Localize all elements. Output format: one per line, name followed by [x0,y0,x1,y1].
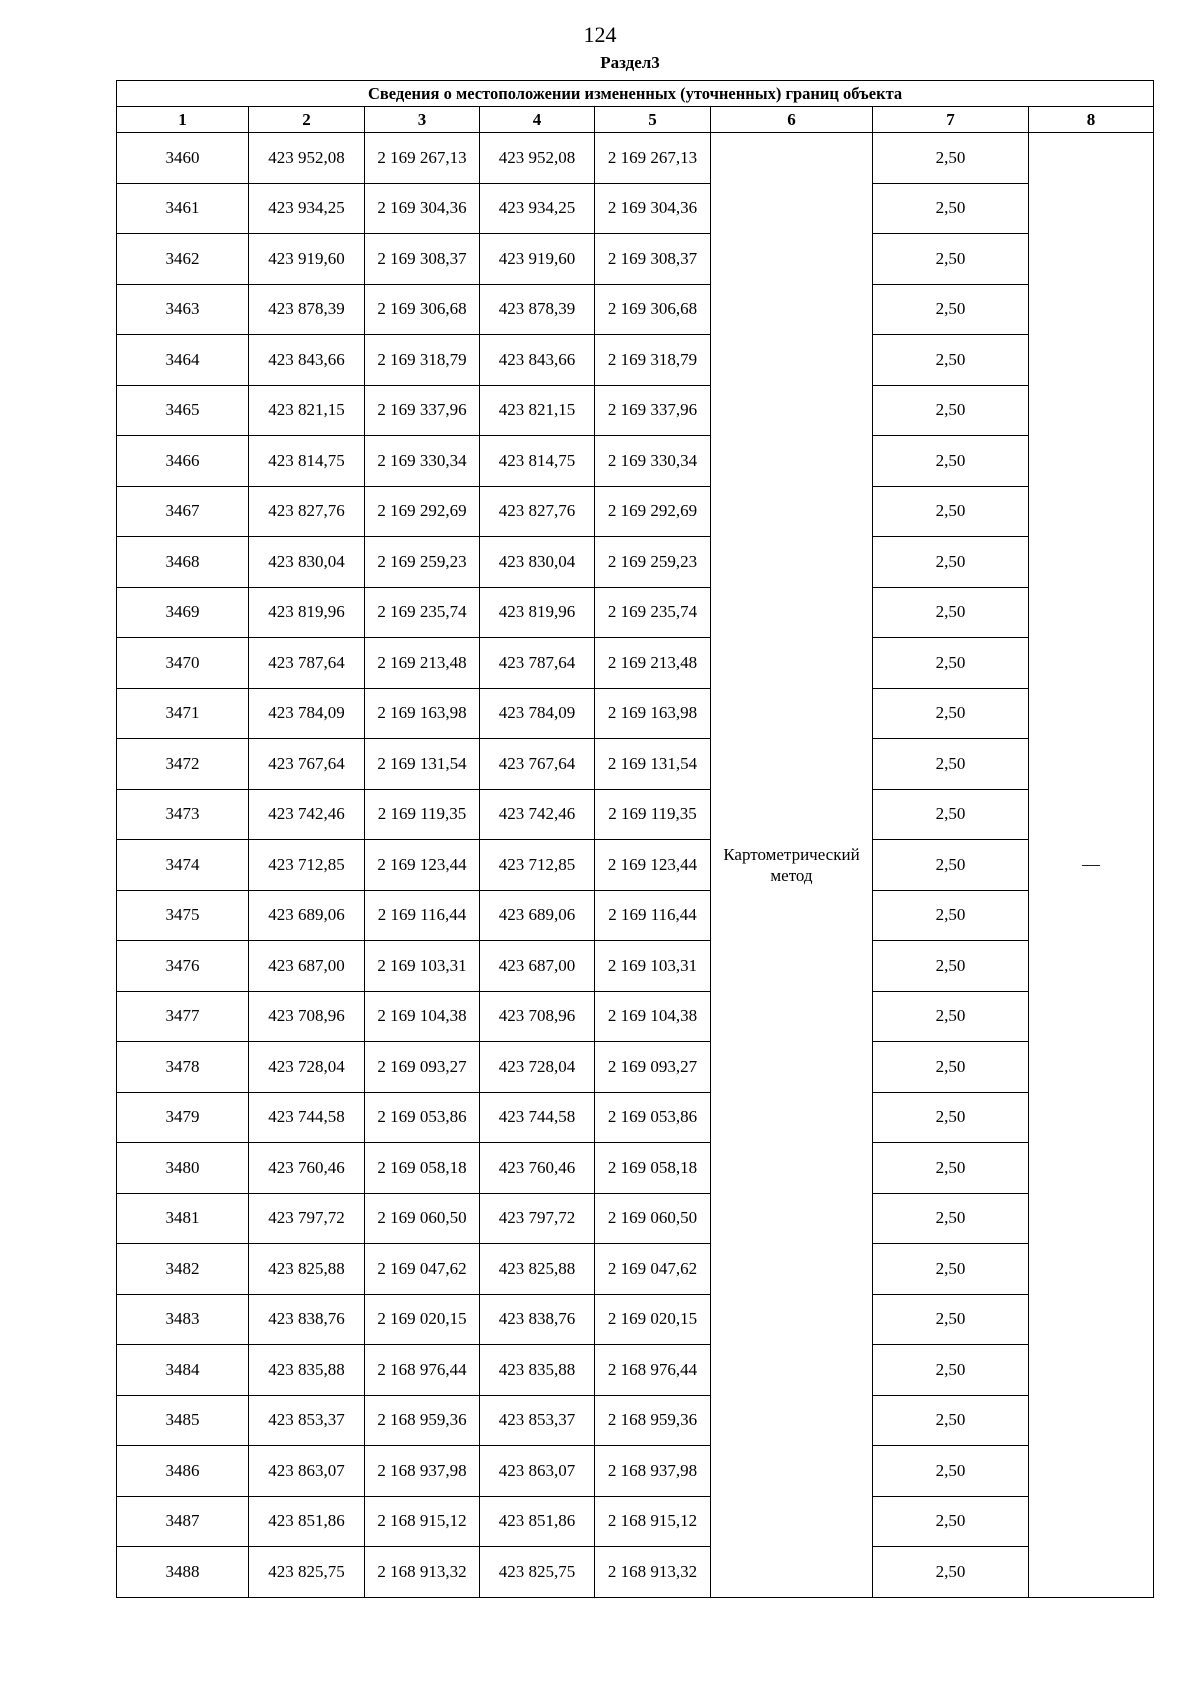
cell-x-new: 423 744,58 [480,1092,595,1143]
cell-y-old: 2 169 053,86 [365,1092,480,1143]
column-number-3: 3 [365,107,480,133]
cell-point: 3484 [117,1345,249,1396]
cell-x-old: 423 708,96 [249,991,365,1042]
table-row [117,688,1154,739]
cell-x-old: 423 742,46 [249,789,365,840]
cell-x-new: 423 835,88 [480,1345,595,1396]
cell-point: 3475 [117,890,249,941]
cell-y-new: 2 169 337,96 [595,385,711,436]
cell-y-old: 2 169 267,13 [365,133,480,184]
cell-accuracy: 2,50 [873,1092,1029,1143]
cell-accuracy: 2,50 [873,688,1029,739]
cell-point: 3486 [117,1446,249,1497]
cell-y-old: 2 169 104,38 [365,991,480,1042]
cell-y-old: 2 169 318,79 [365,335,480,386]
cell-point: 3477 [117,991,249,1042]
cell-accuracy: 2,50 [873,1294,1029,1345]
cell-y-new: 2 168 976,44 [595,1345,711,1396]
cell-y-new: 2 169 235,74 [595,587,711,638]
cell-x-new: 423 819,96 [480,587,595,638]
cell-y-old: 2 169 259,23 [365,537,480,588]
cell-x-new: 423 838,76 [480,1294,595,1345]
table-row [117,436,1154,487]
cell-accuracy: 2,50 [873,1244,1029,1295]
table-row [117,1496,1154,1547]
table-row [117,234,1154,285]
table-row [117,1547,1154,1598]
table-row [117,385,1154,436]
cell-accuracy: 2,50 [873,234,1029,285]
cell-accuracy: 2,50 [873,284,1029,335]
cell-accuracy: 2,50 [873,941,1029,992]
page-number: 124 [583,22,617,47]
cell-accuracy: 2,50 [873,1395,1029,1446]
cell-y-new: 2 169 060,50 [595,1193,711,1244]
table-row [117,587,1154,638]
cell-x-old: 423 878,39 [249,284,365,335]
cell-x-new: 423 728,04 [480,1042,595,1093]
table-row [117,840,1154,891]
cell-y-old: 2 169 330,34 [365,436,480,487]
cell-accuracy: 2,50 [873,1143,1029,1194]
cell-x-old: 423 825,88 [249,1244,365,1295]
cell-point: 3479 [117,1092,249,1143]
column-number-6: 6 [711,107,873,133]
cell-x-new: 423 767,64 [480,739,595,790]
cell-x-old: 423 919,60 [249,234,365,285]
column-number-1: 1 [117,107,249,133]
cell-x-old: 423 787,64 [249,638,365,689]
table-row [117,1244,1154,1295]
table-row [117,991,1154,1042]
cell-x-new: 423 787,64 [480,638,595,689]
cell-point: 3487 [117,1496,249,1547]
cell-x-old: 423 843,66 [249,335,365,386]
cell-point: 3483 [117,1294,249,1345]
table-row [117,739,1154,790]
cell-accuracy: 2,50 [873,587,1029,638]
cell-x-old: 423 712,85 [249,840,365,891]
cell-y-old: 2 169 116,44 [365,890,480,941]
cell-x-new: 423 784,09 [480,688,595,739]
cell-point: 3463 [117,284,249,335]
table-row [117,1294,1154,1345]
cell-point: 3460 [117,133,249,184]
cell-point: 3478 [117,1042,249,1093]
cell-y-new: 2 169 163,98 [595,688,711,739]
cell-y-new: 2 169 259,23 [595,537,711,588]
cell-y-new: 2 168 913,32 [595,1547,711,1598]
cell-x-old: 423 819,96 [249,587,365,638]
cell-x-old: 423 853,37 [249,1395,365,1446]
cell-x-new: 423 689,06 [480,890,595,941]
cell-y-old: 2 169 337,96 [365,385,480,436]
table-row [117,890,1154,941]
cell-point: 3472 [117,739,249,790]
cell-x-old: 423 744,58 [249,1092,365,1143]
cell-x-new: 423 797,72 [480,1193,595,1244]
cell-y-new: 2 169 304,36 [595,183,711,234]
cell-y-old: 2 168 976,44 [365,1345,480,1396]
cell-point: 3465 [117,385,249,436]
cell-point: 3471 [117,688,249,739]
table-row [117,537,1154,588]
cell-point: 3485 [117,1395,249,1446]
cell-point: 3473 [117,789,249,840]
cell-x-new: 423 843,66 [480,335,595,386]
cell-y-old: 2 169 058,18 [365,1143,480,1194]
cell-point: 3466 [117,436,249,487]
cell-x-old: 423 767,64 [249,739,365,790]
cell-x-new: 423 712,85 [480,840,595,891]
cell-x-new: 423 760,46 [480,1143,595,1194]
cell-point: 3482 [117,1244,249,1295]
cell-accuracy: 2,50 [873,840,1029,891]
cell-y-old: 2 169 304,36 [365,183,480,234]
cell-point: 3488 [117,1547,249,1598]
cell-x-old: 423 830,04 [249,537,365,588]
cell-y-old: 2 168 913,32 [365,1547,480,1598]
cell-y-new: 2 169 020,15 [595,1294,711,1345]
cell-point: 3474 [117,840,249,891]
cell-y-old: 2 169 213,48 [365,638,480,689]
cell-x-old: 423 797,72 [249,1193,365,1244]
cell-y-old: 2 168 959,36 [365,1395,480,1446]
table-row [117,1395,1154,1446]
cell-y-new: 2 169 318,79 [595,335,711,386]
cell-x-old: 423 827,76 [249,486,365,537]
cell-y-old: 2 169 047,62 [365,1244,480,1295]
cell-x-old: 423 825,75 [249,1547,365,1598]
cell-accuracy: 2,50 [873,133,1029,184]
table-row [117,1092,1154,1143]
cell-accuracy: 2,50 [873,890,1029,941]
cell-y-new: 2 169 330,34 [595,436,711,487]
cell-x-new: 423 825,88 [480,1244,595,1295]
section-title: Раздел3 [600,53,660,72]
cell-accuracy: 2,50 [873,1193,1029,1244]
cell-column8: — [1029,133,1154,1598]
table-row [117,133,1154,184]
column-number-2: 2 [249,107,365,133]
table-row [117,183,1154,234]
cell-x-new: 423 934,25 [480,183,595,234]
cell-y-old: 2 169 292,69 [365,486,480,537]
cell-y-old: 2 169 103,31 [365,941,480,992]
cell-point: 3476 [117,941,249,992]
cell-y-new: 2 169 123,44 [595,840,711,891]
cell-x-new: 423 830,04 [480,537,595,588]
cell-x-old: 423 728,04 [249,1042,365,1093]
cell-accuracy: 2,50 [873,183,1029,234]
cell-accuracy: 2,50 [873,1042,1029,1093]
table-row [117,1345,1154,1396]
cell-y-new: 2 168 937,98 [595,1446,711,1497]
cell-point: 3468 [117,537,249,588]
cell-x-old: 423 838,76 [249,1294,365,1345]
cell-x-old: 423 760,46 [249,1143,365,1194]
cell-x-old: 423 687,00 [249,941,365,992]
cell-y-new: 2 169 104,38 [595,991,711,1042]
cell-y-old: 2 169 119,35 [365,789,480,840]
cell-accuracy: 2,50 [873,1345,1029,1396]
cell-point: 3464 [117,335,249,386]
table-row [117,335,1154,386]
cell-y-old: 2 169 123,44 [365,840,480,891]
cell-point: 3481 [117,1193,249,1244]
cell-point: 3461 [117,183,249,234]
cell-x-old: 423 863,07 [249,1446,365,1497]
cell-y-new: 2 169 267,13 [595,133,711,184]
cell-y-new: 2 169 308,37 [595,234,711,285]
cell-y-new: 2 169 103,31 [595,941,711,992]
cell-x-old: 423 784,09 [249,688,365,739]
cell-y-new: 2 168 959,36 [595,1395,711,1446]
column-number-4: 4 [480,107,595,133]
cell-x-old: 423 835,88 [249,1345,365,1396]
cell-x-new: 423 863,07 [480,1446,595,1497]
column-number-8: 8 [1029,107,1154,133]
cell-y-old: 2 168 915,12 [365,1496,480,1547]
cell-y-old: 2 169 235,74 [365,587,480,638]
table-row [117,941,1154,992]
table-row [117,638,1154,689]
cell-y-new: 2 169 047,62 [595,1244,711,1295]
cell-x-new: 423 919,60 [480,234,595,285]
cell-accuracy: 2,50 [873,789,1029,840]
cell-y-old: 2 169 060,50 [365,1193,480,1244]
table-caption: Сведения о местоположении измененных (уточненных) границ объекта [117,81,1154,107]
cell-x-old: 423 821,15 [249,385,365,436]
cell-x-old: 423 689,06 [249,890,365,941]
cell-y-old: 2 169 306,68 [365,284,480,335]
cell-y-new: 2 169 213,48 [595,638,711,689]
table-row [117,789,1154,840]
cell-point: 3462 [117,234,249,285]
cell-accuracy: 2,50 [873,739,1029,790]
cell-y-new: 2 169 058,18 [595,1143,711,1194]
cell-x-new: 423 687,00 [480,941,595,992]
table-row [117,1193,1154,1244]
cell-x-old: 423 952,08 [249,133,365,184]
cell-y-old: 2 169 020,15 [365,1294,480,1345]
table-row [117,1042,1154,1093]
cell-x-new: 423 878,39 [480,284,595,335]
cell-x-new: 423 821,15 [480,385,595,436]
column-number-7: 7 [873,107,1029,133]
cell-accuracy: 2,50 [873,1446,1029,1497]
table-body [117,133,1154,1598]
cell-y-old: 2 169 131,54 [365,739,480,790]
cell-point: 3469 [117,587,249,638]
cell-point: 3467 [117,486,249,537]
cell-x-new: 423 952,08 [480,133,595,184]
cell-x-new: 423 825,75 [480,1547,595,1598]
cell-y-new: 2 169 131,54 [595,739,711,790]
cell-x-new: 423 708,96 [480,991,595,1042]
cell-y-new: 2 169 053,86 [595,1092,711,1143]
cell-y-new: 2 169 306,68 [595,284,711,335]
cell-x-old: 423 851,86 [249,1496,365,1547]
table-caption-row [117,81,1154,107]
cell-y-old: 2 169 163,98 [365,688,480,739]
cell-y-old: 2 169 093,27 [365,1042,480,1093]
cell-accuracy: 2,50 [873,1547,1029,1598]
cell-point: 3480 [117,1143,249,1194]
cell-y-old: 2 168 937,98 [365,1446,480,1497]
table-row [117,284,1154,335]
cell-accuracy: 2,50 [873,1496,1029,1547]
cell-x-old: 423 934,25 [249,183,365,234]
cell-accuracy: 2,50 [873,991,1029,1042]
cell-x-old: 423 814,75 [249,436,365,487]
cell-x-new: 423 742,46 [480,789,595,840]
cell-accuracy: 2,50 [873,335,1029,386]
cell-x-new: 423 853,37 [480,1395,595,1446]
cell-point: 3470 [117,638,249,689]
cell-accuracy: 2,50 [873,537,1029,588]
coordinates-table [116,80,1154,1598]
column-numbers-row [117,107,1154,133]
cell-y-new: 2 169 093,27 [595,1042,711,1093]
cell-x-new: 423 814,75 [480,436,595,487]
table-row [117,486,1154,537]
cell-accuracy: 2,50 [873,385,1029,436]
cell-y-new: 2 169 119,35 [595,789,711,840]
cell-x-new: 423 827,76 [480,486,595,537]
cell-y-new: 2 168 915,12 [595,1496,711,1547]
table-row [117,1143,1154,1194]
cell-accuracy: 2,50 [873,638,1029,689]
cell-accuracy: 2,50 [873,436,1029,487]
cell-y-new: 2 169 116,44 [595,890,711,941]
cell-x-new: 423 851,86 [480,1496,595,1547]
cell-method: Картометрический метод [711,133,873,1598]
column-number-5: 5 [595,107,711,133]
cell-y-new: 2 169 292,69 [595,486,711,537]
cell-accuracy: 2,50 [873,486,1029,537]
cell-y-old: 2 169 308,37 [365,234,480,285]
table-row [117,1446,1154,1497]
